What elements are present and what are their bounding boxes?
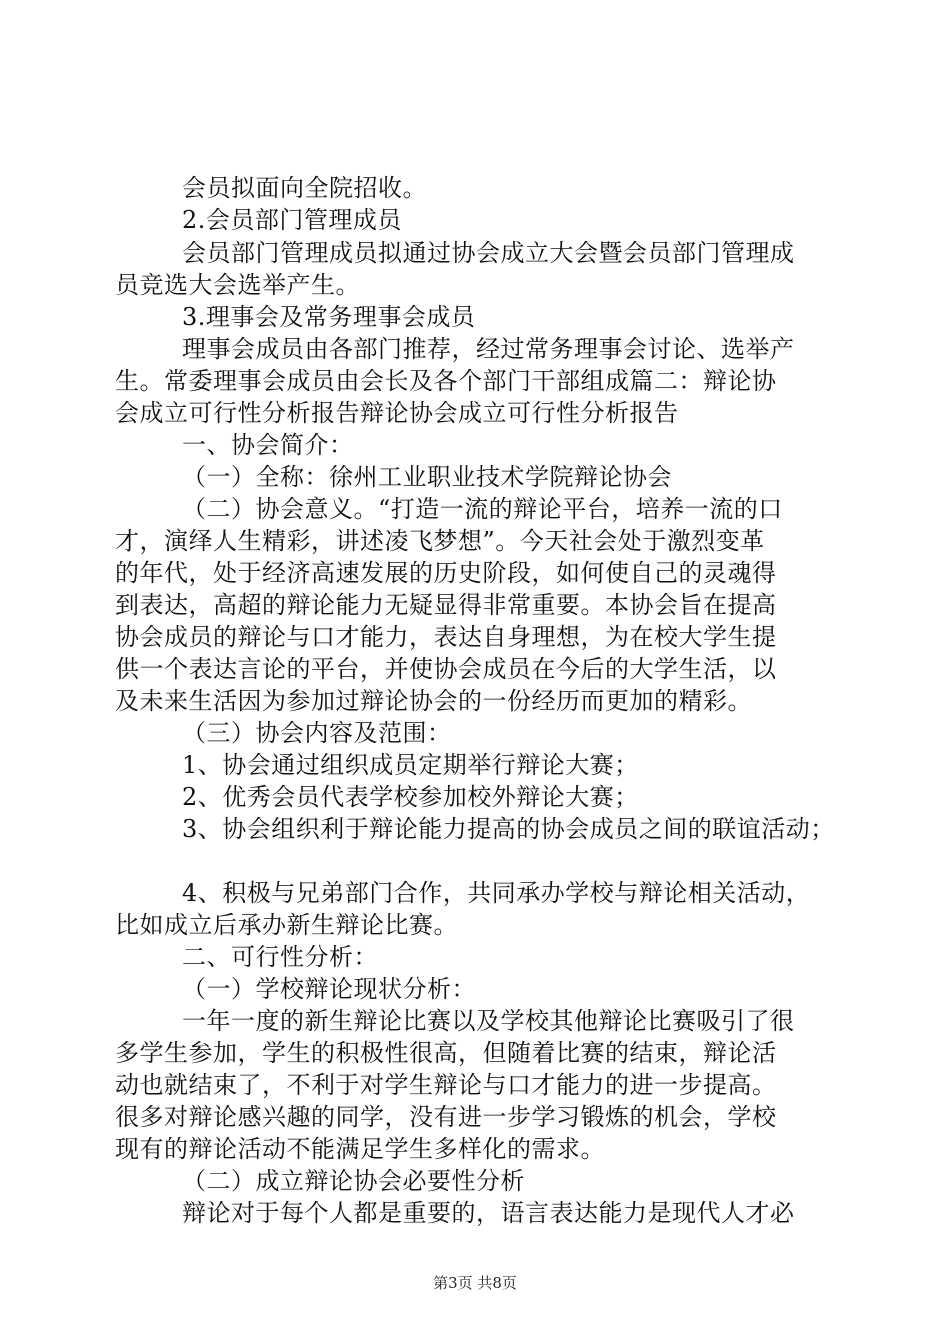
body-line: 辩论对于每个人都是重要的，语言表达能力是现代人才必 <box>182 1199 795 1227</box>
section-heading: 二、可行性分析： <box>182 943 378 971</box>
body-line: 会成立可行性分析报告辩论协会成立可行性分析报告 <box>115 399 679 427</box>
body-line: 生。常委理事会成员由会长及各个部门干部组成篇二：辩论协 <box>115 367 777 395</box>
body-line: 3.理事会及常务理事会成员 <box>182 303 476 331</box>
body-line: （三）协会内容及范围： <box>182 719 452 747</box>
list-item: 1、协会通过组织成员定期举行辩论大赛； <box>182 751 639 779</box>
body-line: 现有的辩论活动不能满足学生多样化的需求。 <box>115 1135 605 1163</box>
body-line: 多学生参加，学生的积极性很高，但随着比赛的结束，辩论活 <box>115 1039 777 1067</box>
body-line: 比如成立后承办新生辩论比赛。 <box>115 911 458 939</box>
body-line: 的年代，处于经济高速发展的历史阶段，如何使自己的灵魂得 <box>115 559 777 587</box>
body-line: 及未来生活因为参加过辩论协会的一份经历而更加的精彩。 <box>115 687 752 715</box>
body-line: 供一个表达言论的平台，并使协会成员在今后的大学生活，以 <box>115 655 777 683</box>
body-line: 理事会成员由各部门推荐，经过常务理事会讨论、选举产 <box>182 335 795 363</box>
body-line: 才，演绎人生精彩，讲述凌飞梦想”。今天社会处于激烈变革 <box>115 527 765 555</box>
list-item: 2、优秀会员代表学校参加校外辩论大赛； <box>182 783 639 811</box>
body-line: 协会成员的辩论与口才能力，表达自身理想，为在校大学生提 <box>115 623 777 651</box>
body-line: （二）成立辩论协会必要性分析 <box>182 1167 525 1195</box>
list-item: 4、积极与兄弟部门合作，共同承办学校与辩论相关活动， <box>182 879 811 907</box>
body-line: 到表达，高超的辩论能力无疑显得非常重要。本协会旨在提高 <box>115 591 777 619</box>
body-line: 会员部门管理成员拟通过协会成立大会暨会员部门管理成 <box>182 239 795 267</box>
body-line: （二）协会意义。“打造一流的辩论平台，培养一流的口 <box>182 495 783 523</box>
body-line: （一）全称：徐州工业职业技术学院辩论协会 <box>182 463 672 491</box>
body-line: 2.会员部门管理成员 <box>182 206 402 234</box>
body-line: 动也就结束了，不利于对学生辩论与口才能力的进一步提高。 <box>115 1071 777 1099</box>
body-line: 会员拟面向全院招收。 <box>182 174 427 202</box>
list-item: 3、协会组织利于辩论能力提高的协会成员之间的联谊活动； <box>182 815 835 843</box>
body-line: （一）学校辩论现状分析： <box>182 975 476 1003</box>
body-line: 一年一度的新生辩论比赛以及学校其他辩论比赛吸引了很 <box>182 1007 795 1035</box>
page-number-footer: 第3页 共8页 <box>433 1274 517 1292</box>
section-heading: 一、协会简介： <box>182 431 354 459</box>
body-line: 很多对辩论感兴趣的同学，没有进一步学习锻炼的机会，学校 <box>115 1103 777 1131</box>
body-line: 员竞选大会选举产生。 <box>115 271 360 299</box>
